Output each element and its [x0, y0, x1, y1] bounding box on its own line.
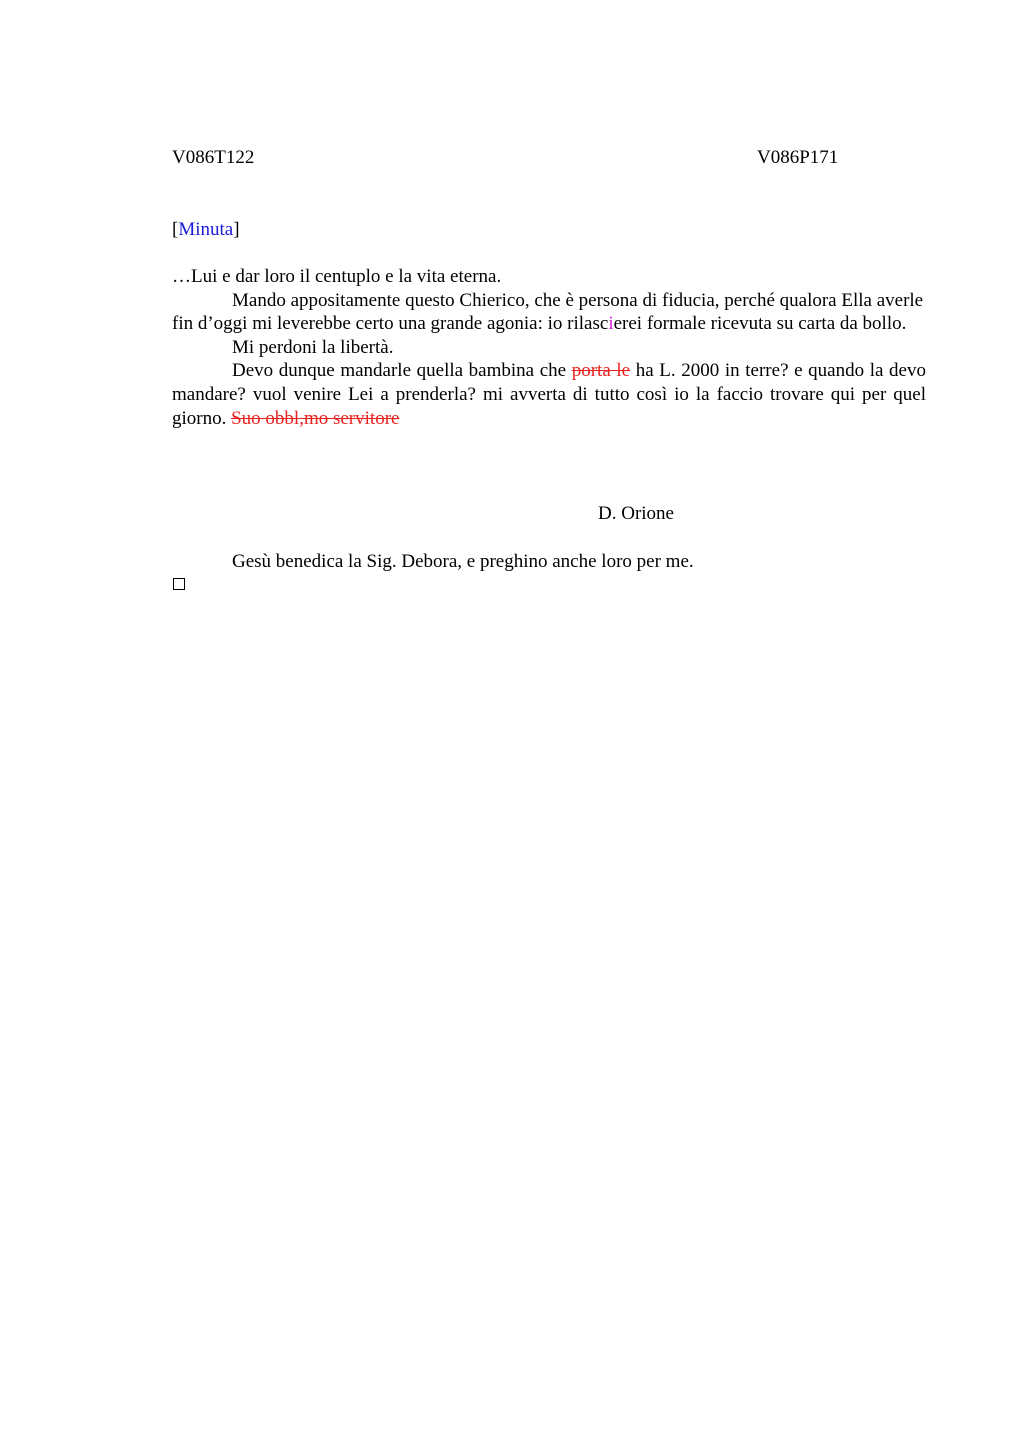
- inserted-letter: i: [608, 313, 614, 335]
- minuta-label: [172, 218, 240, 242]
- empty-checkbox-square: [173, 578, 185, 590]
- paragraph-2-text-a: Mando appositamente questo Chierico, che è persona di fiducia, perché qualora Ella averle fin d’oggi mi leverebbe certo una grande agonia: io rilasc: [172, 289, 924, 335]
- paragraph-4: [172, 359, 926, 430]
- paragraph-3: Mi perdoni la libertà.: [232, 336, 394, 358]
- paragraph-1: …Lui e dar loro il centuplo e la vita eterna.: [172, 266, 502, 287]
- postscript: Gesù benedica la Sig. Debora, e preghino anche loro per me.: [232, 551, 694, 572]
- paragraph-4-text-b: ha L. 2000 in terre? e quando la devo mandare? vuol venire Lei a prenderla? mi avverta di tutto così io la faccio trovare qui per quel giorno.: [172, 360, 926, 429]
- paragraph-2-text-b: erei formale ricevuta su carta da bollo.: [613, 313, 907, 335]
- deleted-text-2: Suo obbl,mo servitore: [231, 407, 400, 429]
- paragraph-2: [172, 289, 926, 336]
- letter-body: [172, 265, 926, 430]
- paragraph-4-text-a: Devo dunque mandarle quella bambina che: [232, 360, 567, 382]
- open-bracket: [: [172, 219, 179, 240]
- header-left-code: V086T122: [172, 147, 255, 168]
- deleted-text-1: porta le: [571, 360, 631, 382]
- header-right-code: V086P171: [757, 147, 839, 168]
- signature: D. Orione: [598, 503, 674, 524]
- minuta-word: Minuta: [178, 219, 234, 240]
- close-bracket: ]: [233, 219, 240, 240]
